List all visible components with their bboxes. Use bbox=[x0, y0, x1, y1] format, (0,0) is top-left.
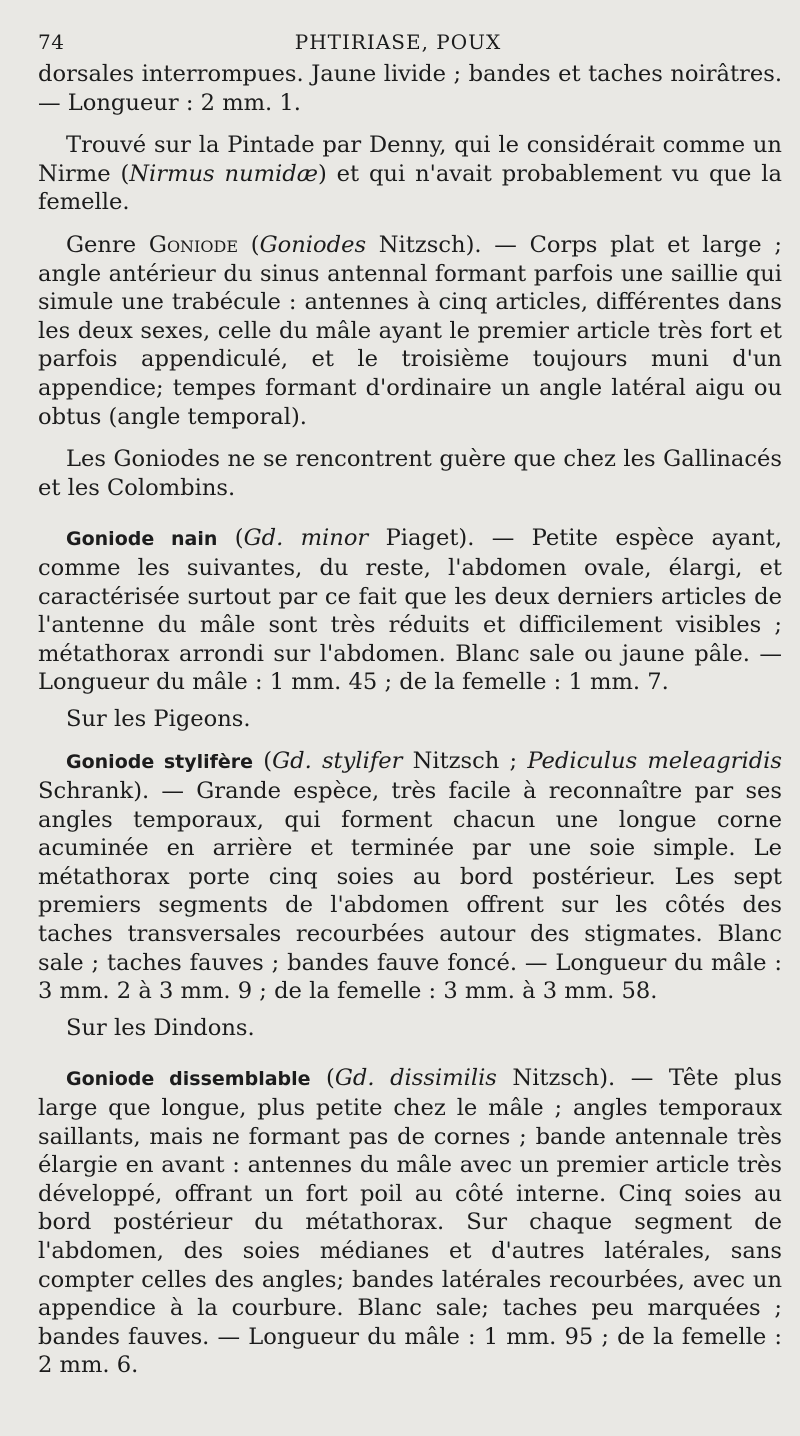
paragraph-continuation: dorsales interrompues. Jaune livide ; bandes et taches noirâtres.— Longueur : 2 mm. 1. bbox=[38, 61, 782, 116]
paragraph-goniode-nain: Goniode nain (Gd. minor Piaget). — Petite espèce ayant, comme les suivantes, du reste, l'abdomen ovale, élargi, et caractérisée surtout par ce fait que les deux derniers articles de l'antenne du mâle sont très réduits et difficilement visibles ; métathorax arrondi sur l'abdomen. Blanc sale ou jaune pâle. — Longueur du mâle : 1 mm. 45 ; de la femelle : 1 mm. 7. bbox=[38, 525, 783, 696]
running-header bbox=[38, 30, 782, 60]
paragraph-host-pigeons: Sur les Pigeons. bbox=[66, 705, 251, 732]
species-name: Goniode nain bbox=[66, 528, 218, 551]
species-name: Goniode dissemblable bbox=[66, 1068, 311, 1091]
paragraph-goniode-dissemblable: Goniode dissemblable (Gd. dissimilis Nitzsch). — Tête plus large que longue, plus petite chez le mâle ; angles temporaux saillants, mais ne formant pas de cornes ; bande antennale très élargie en avant : antennes du mâle avec un premier article très développé, offrant un fort poil au côté interne. Cinq soies au bord postérieur du métathorax. Sur chaque segment de l'abdomen, des soies médianes et d'autres latérales, sans compter celles des angles; bandes latérales recourbées, avec un appendice à la courbure. Blanc sale; taches peu marquées ; bandes fauves. — Longueur du mâle : 1 mm. 95 ; de la femelle : 2 mm. 6. bbox=[38, 1065, 782, 1379]
paragraph-habitat: Les Goniodes ne se rencontrent guère que chez les Gallinacés et les Colombins. bbox=[38, 446, 782, 501]
paragraph-genre-goniode: Genre Goniode (Goniodes Nitzsch). — Corps plat et large ; angle antérieur du sinus antennal formant parfois une saillie qui simule une trabécule : antennes à cinq articles, différentes dans les deux sexes, celle du mâle ayant le premier article très fort et parfois appendiculé, et le troisième toujours muni d'un appendice; tempes formant d'ordinaire un angle latéral aigu ou obtus (angle temporal). bbox=[38, 231, 782, 430]
page-number: 74 bbox=[38, 30, 65, 54]
paragraph-host-dindons: Sur les Dindons. bbox=[66, 1014, 255, 1041]
running-title: PHTIRIASE, POUX bbox=[294, 30, 502, 54]
species-name: Goniode stylifère bbox=[66, 751, 254, 774]
paragraph-goniode-stylifere: Goniode stylifère (Gd. stylifer Nitzsch ; Pediculus meleagridis Schrank). — Grande espèce, très facile à reconnaître par ses angles temporaux, qui forment chacun une longue corne acuminée en arrière et terminée par une soie simple. Le métathorax porte cinq soies au bord postérieur. Les sept premiers segments de l'abdomen offrent sur les côtés des taches transversales recourbées autour des stigmates. Blanc sale ; taches fauves ; bandes fauve foncé. — Longueur du mâle : 3 mm. 2 à 3 mm. 9 ; de la femelle : 3 mm. à 3 mm. 58. bbox=[38, 748, 782, 1005]
paragraph-pintade: Trouvé sur la Pintade par Denny, qui le considérait comme un Nirme (Nirmus numidæ) et qui n'avait probablement vu que la femelle. bbox=[38, 132, 782, 216]
